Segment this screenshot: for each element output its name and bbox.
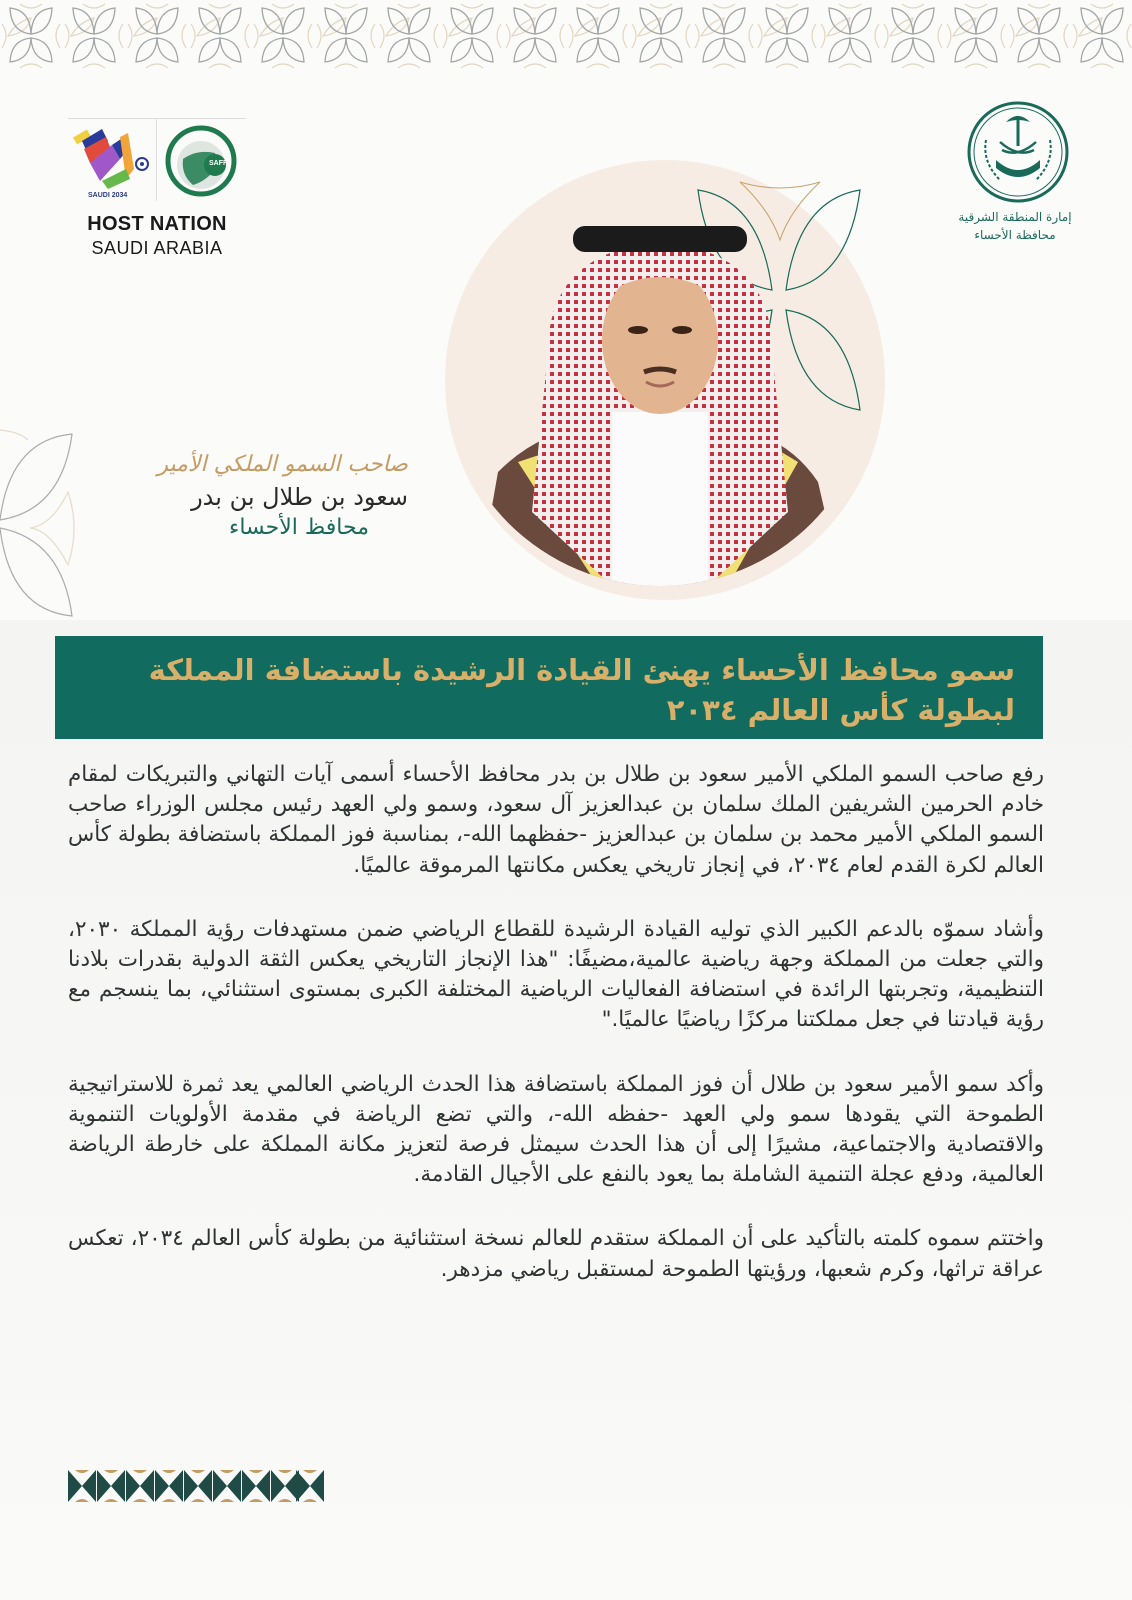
saff-logo [157,119,245,201]
headline-text: سمو محافظ الأحساء يهنئ القيادة الرشيدة باستضافة المملكة لبطولة كأس العالم ٢٠٣٤ [148,653,1015,727]
saff-label: SAFF [209,160,228,167]
left-ornament [0,400,90,620]
saudi-emblem-icon [966,100,1070,204]
emirate-line-1: إمارة المنطقة الشرقية [958,210,1072,224]
honor-name: سعود بن طلال بن بدر [191,483,408,511]
honor-title: صاحب السمو الملكي الأمير [157,452,408,477]
governor-portrait [478,212,842,586]
paragraph-4: واختتم سموه كلمته بالتأكيد على أن المملكة ستقدم للعالم نسخة استثنائية من بطولة كأس العالم ٢٠٣٤، تعكس عراقة تراثها، وكرم شعبها، ورؤيتها الطموحة لمستقبل رياضي مزدهر. [68,1226,1044,1282]
host-nation-title: HOST NATION [87,213,227,235]
saudi-2034-mark [68,119,156,201]
host-nation-logo [68,118,246,259]
emirate-label [940,208,1090,244]
paragraph-2: وأشاد سموّه بالدعم الكبير الذي توليه القيادة الرشيدة للقطاع الرياضي ضمن مستهدفات رؤية المملكة ٢٠٣٠، والتي جعلت من المملكة وجهة رياضية عالمية،مضيفًا: "هذا الإنجاز التاريخي يعكس الثقة الدولية بقدرات بلادنا التنظيمية، وتجربتها الرائدة في استضافة الفعاليات الرياضية المختلفة الكبرى بمستوى استثنائي، بما ينسجم مع رؤية قيادتنا في جعل مملكتنا مركزًا رياضيًا عالميًا." [68,916,1044,1033]
honor-block [150,452,408,540]
article-body [68,760,1044,1319]
top-ornament-border [0,0,1132,72]
honor-role: محافظ الأحساء [228,515,369,540]
host-nation-subtitle: SAUDI ARABIA [91,238,223,258]
paragraph-3: وأكد سمو الأمير سعود بن طلال أن فوز المملكة باستضافة هذا الحدث الرياضي العالمي يعد ثمرة للاستراتيجية الطموحة التي يقودها سمو ولي العهد -حفظه الله-، والتي تضع الرياضة في مقدمة الأولويات التنموية والاقتصادية والاجتماعية، مشيرًا إلى أن هذا الحدث سيمثل فرصة لتعزيز مكانة المملكة على خارطة الرياضة العالمية، ودفع عجلة التنمية الشاملة بما يعود بالنفع على الأجيال القادمة. [68,1071,1044,1188]
emirate-line-2: محافظة الأحساء [974,228,1056,242]
paragraph-1: رفع صاحب السمو الملكي الأمير سعود بن طلال بن بدر محافظ الأحساء أسمى آيات التهاني والتبريكات لمقام خادم الحرمين الشريفين الملك سلمان بن عبدالعزيز آل سعود، وسمو ولي العهد رئيس مجلس الوزراء صاحب السمو الملكي الأمير محمد بن سلمان بن عبدالعزيز -حفظهما الله-، بمناسبة فوز المملكة باستضافة بطولة كأس العالم لكرة القدم لعام ٢٠٣٤، في إنجاز تاريخي يعكس مكانتها المرموقة عالميًا. [68,762,1044,878]
saudi-2034-label: SAUDI 2034 [88,192,128,199]
bottom-ornament-border [68,1470,324,1502]
headline-banner [55,636,1043,739]
